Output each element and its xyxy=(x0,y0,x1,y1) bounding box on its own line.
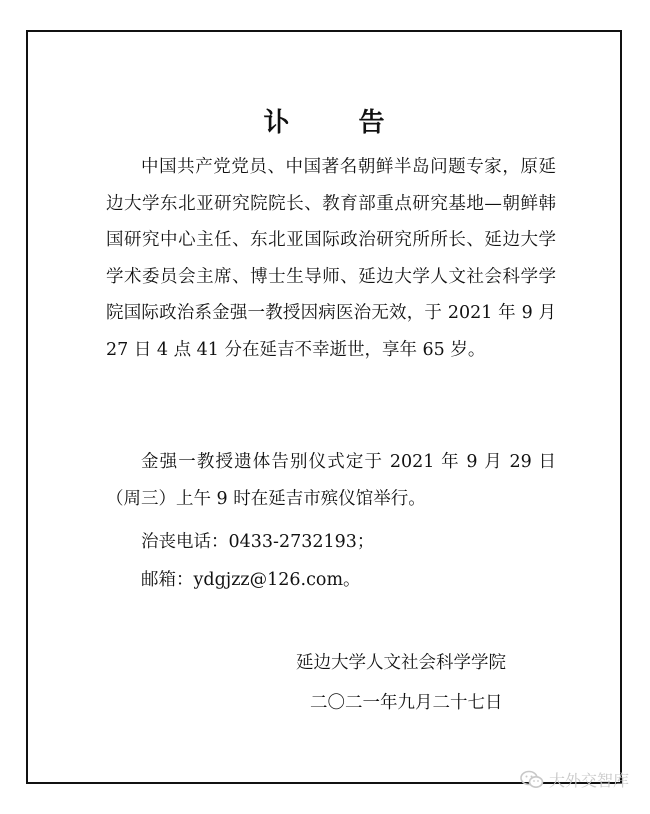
funeral-phone-line: 治丧电话：0433-2732193； xyxy=(141,532,375,552)
funeral-email-line: 邮箱：ydgjzz@126.com。 xyxy=(141,570,361,590)
wechat-icon xyxy=(520,770,544,790)
notice-frame xyxy=(26,30,622,784)
notice-title: 讣 告 xyxy=(263,108,415,138)
signature-date: 二〇二一年九月二十七日 xyxy=(310,693,503,713)
notice-paragraph-main: 中国共产党党员、中国著名朝鲜半岛问题专家，原延边大学东北亚研究院院长、教育部重点研究基地—朝鲜韩国研究中心主任、东北亚国际政治研究所所长、延边大学学术委员会主席、博士生导师、延边大学人文社会科学学院国际政治系金强一教授因病医治无效，于 2021 年 9 月 27 日 4 点 41 分在延吉不幸逝世，享年 65 岁。 xyxy=(106,157,556,360)
signature-organization: 延边大学人文社会科学学院 xyxy=(296,653,506,673)
watermark xyxy=(520,768,629,791)
watermark-text: 大外交智库 xyxy=(549,771,630,790)
notice-paragraph-ceremony: 金强一教授遗体告别仪式定于 2021 年 9 月 29 日（周三）上午 9 时在延吉市殡仪馆举行。 xyxy=(106,452,556,509)
